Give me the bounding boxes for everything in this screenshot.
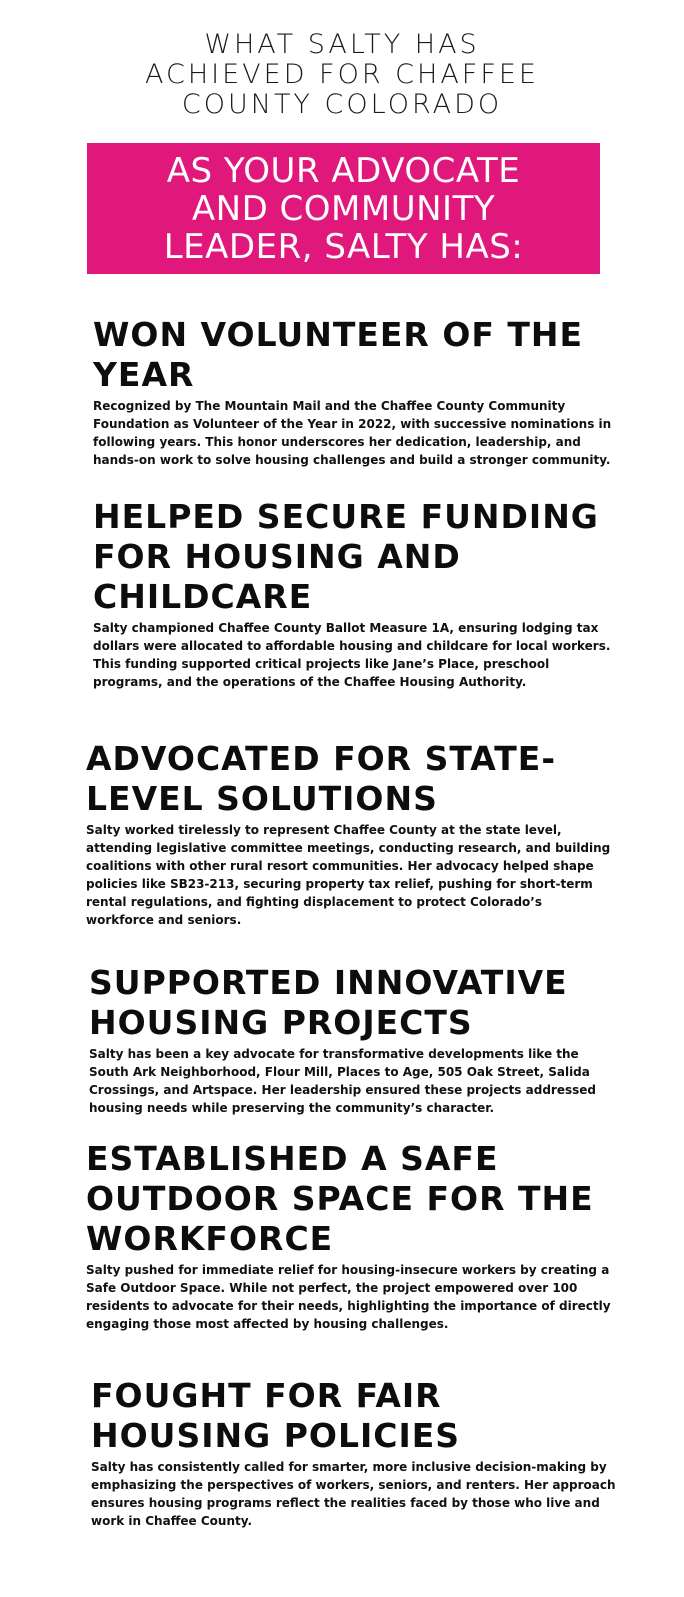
banner-line: AND COMMUNITY [191,188,496,229]
achievement-fair-housing-policies [91,1376,616,1530]
achievement-body [93,619,610,691]
heading-line: HOUSING PROJECTS [89,1003,473,1042]
achievement-heading [86,1139,611,1259]
achievement-housing-childcare-funding [93,497,610,691]
body-line: rental regulations, and fighting displacement to protect Colorado’s [86,895,543,909]
body-line: attending legislative committee meetings, conducting research, and building [86,841,611,855]
heading-line: WON VOLUNTEER OF THE [93,315,584,354]
body-line: coalitions with other rural resort communities. Her advocacy helped shape [86,859,594,873]
heading-line: YEAR [93,355,195,394]
heading-line: HOUSING POLICIES [91,1416,461,1455]
achievement-body [89,1045,596,1117]
body-line: Salty has been a key advocate for transformative developments like the [89,1047,579,1061]
body-line: Salty has consistently called for smarter, more inclusive decision-making by [91,1460,607,1474]
banner-heading [164,152,524,266]
heading-line: LEVEL SOLUTIONS [86,779,438,818]
page-title [0,30,684,120]
page-title-line: ACHIEVED FOR CHAFFEE [144,59,539,90]
body-line: programs, and the operations of the Chaffee Housing Authority. [93,675,527,689]
body-line: ensures housing programs reflect the realities faced by those who live and [91,1496,600,1510]
body-line: engaging those most affected by housing challenges. [86,1317,449,1331]
body-line: emphasizing the perspectives of workers, seniors, and renters. Her approach [91,1478,616,1492]
heading-line: FOR HOUSING AND [93,537,461,576]
banner-line: LEADER, SALTY HAS: [163,226,524,267]
body-line: Salty championed Chaffee County Ballot Measure 1A, ensuring lodging tax [93,621,599,635]
page-title-line: COUNTY COLORADO [181,89,503,120]
achievement-volunteer-of-the-year [93,315,611,469]
achievement-body [86,1261,611,1333]
heading-line: FOUGHT FOR FAIR [91,1376,442,1415]
body-line: workforce and seniors. [86,913,242,927]
banner-line: AS YOUR ADVOCATE [166,150,521,191]
achievement-safe-outdoor-space [86,1139,611,1333]
achievement-innovative-housing-projects [89,963,596,1117]
body-line: Crossings, and Artspace. Her leadership ensured these projects addressed [89,1083,596,1097]
body-line: Safe Outdoor Space. While not perfect, the project empowered over 100 [86,1281,578,1295]
heading-line: ESTABLISHED A SAFE [86,1139,499,1178]
heading-line: WORKFORCE [86,1219,334,1258]
body-line: work in Chaffee County. [91,1514,253,1528]
achievement-body [86,821,610,929]
achievement-heading [91,1376,616,1456]
achievement-state-level-solutions [86,739,610,929]
heading-line: SUPPORTED INNOVATIVE [89,963,568,1002]
body-line: dollars were allocated to affordable housing and childcare for local workers. [93,639,611,653]
achievement-heading [93,497,610,617]
body-line: This funding supported critical projects like Jane’s Place, preschool [93,657,550,671]
advocate-banner [87,143,600,274]
achievement-heading [93,315,611,395]
heading-line: CHILDCARE [93,577,313,616]
body-line: South Ark Neighborhood, Flour Mill, Places to Age, 505 Oak Street, Salida [89,1065,590,1079]
heading-line: ADVOCATED FOR STATE- [86,739,557,778]
body-line: Salty pushed for immediate relief for housing-insecure workers by creating a [86,1263,610,1277]
heading-line: HELPED SECURE FUNDING [93,497,599,536]
achievement-heading [86,739,610,819]
body-line: policies like SB23-213, securing property tax relief, pushing for short-term [86,877,593,891]
body-line: following years. This honor underscores her dedication, leadership, and [93,435,581,449]
body-line: residents to advocate for their needs, highlighting the importance of directly [86,1299,611,1313]
heading-line: OUTDOOR SPACE FOR THE [86,1179,594,1218]
body-line: Recognized by The Mountain Mail and the Chaffee County Community [93,399,566,413]
achievement-body [91,1458,616,1530]
body-line: Foundation as Volunteer of the Year in 2022, with successive nominations in [93,417,612,431]
achievement-heading [89,963,596,1043]
page-title-line: WHAT SALTY HAS [204,29,480,60]
body-line: housing needs while preserving the community’s character. [89,1101,495,1115]
body-line: Salty worked tirelessly to represent Chaffee County at the state level, [86,823,562,837]
body-line: hands-on work to solve housing challenges and build a stronger community. [93,453,611,467]
achievement-body [93,397,611,469]
